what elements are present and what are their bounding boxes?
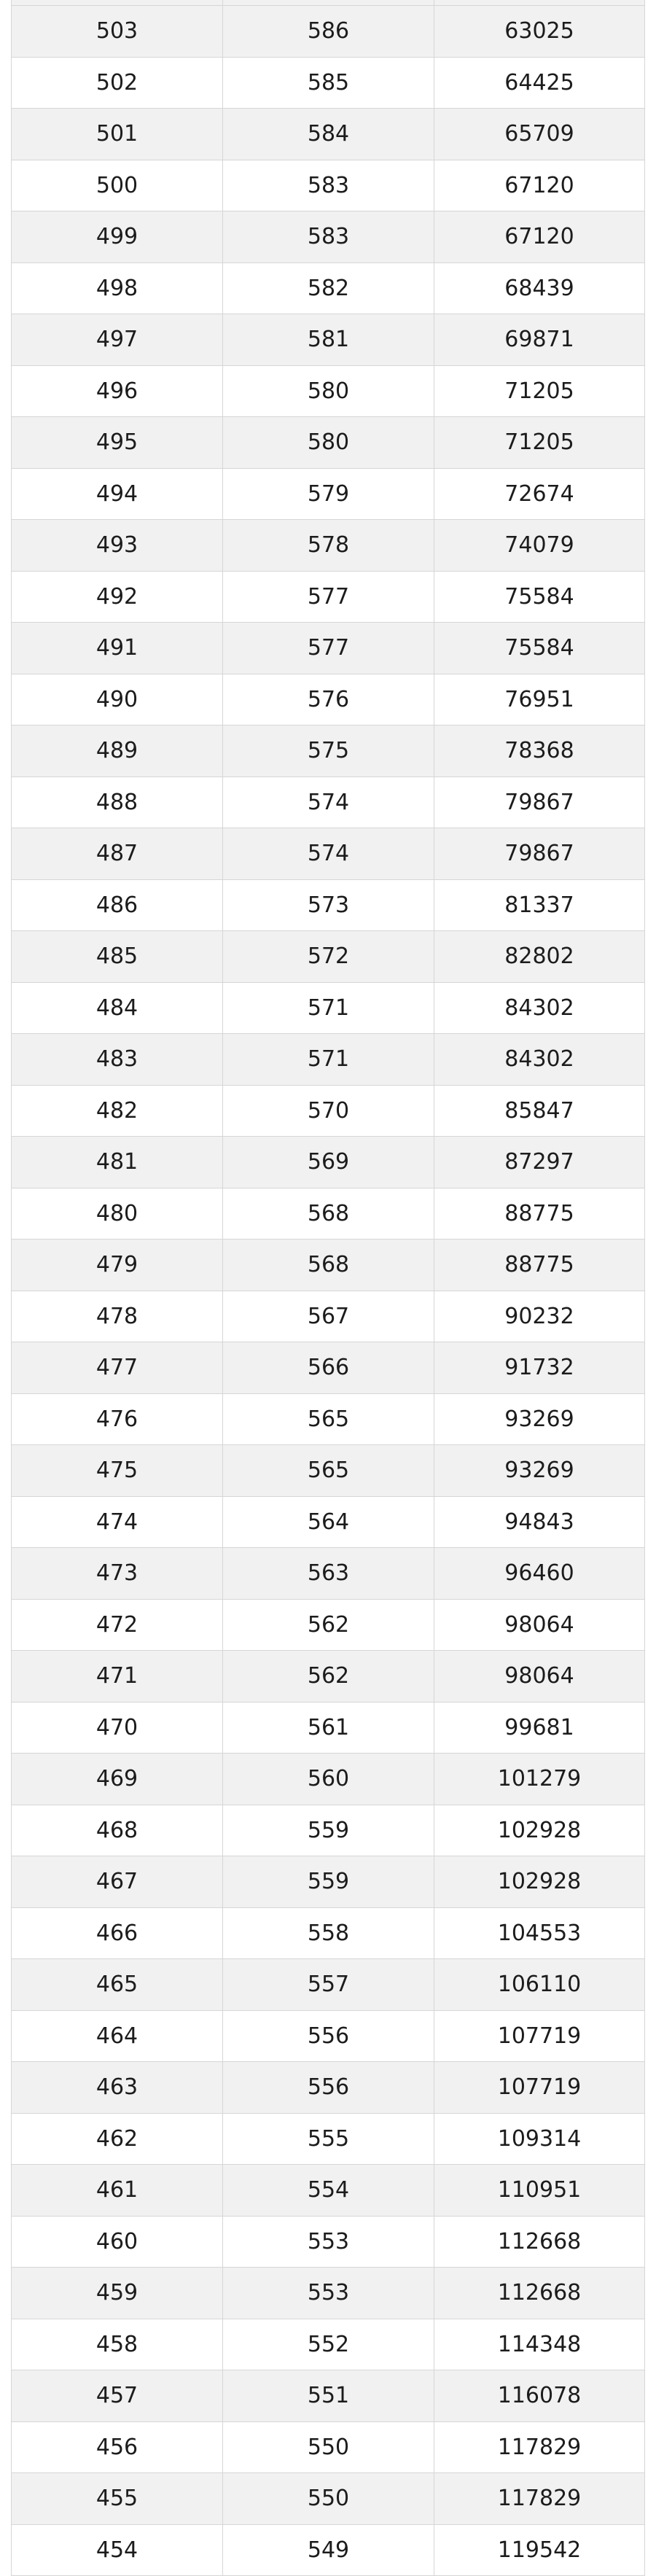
- table-top-edge: [12, 0, 644, 6]
- table-cell-col1: 473: [12, 1548, 223, 1599]
- table-cell-col3: 84302: [434, 1034, 644, 1085]
- table-cell-col3: 117829: [434, 2422, 644, 2473]
- table-cell-col2: 563: [223, 1548, 434, 1599]
- table-row: [12, 674, 644, 726]
- table-row: [12, 1754, 644, 1805]
- table-cell-col3: 68439: [434, 263, 644, 314]
- table-cell-col2: 586: [223, 6, 434, 57]
- table-cell-col1: 456: [12, 2422, 223, 2473]
- table-cell-col3: 88775: [434, 1188, 644, 1240]
- table-cell-col1: 497: [12, 314, 223, 365]
- table-cell-col1: 475: [12, 1445, 223, 1496]
- table-cell-col3: 67120: [434, 211, 644, 262]
- table-cell-col2: 585: [223, 58, 434, 109]
- table-cell-col2: 552: [223, 2319, 434, 2370]
- table-cell-col3: 102928: [434, 1805, 644, 1856]
- table-cell-col2: 571: [223, 1034, 434, 1085]
- table-cell-col2: 559: [223, 1856, 434, 1907]
- table-row: [12, 1342, 644, 1394]
- table-cell-col2: 566: [223, 1342, 434, 1393]
- table-cell-col2: 549: [223, 2525, 434, 2576]
- table-cell-col1: 480: [12, 1188, 223, 1240]
- table-cell-col2: 574: [223, 777, 434, 828]
- table-cell-col2: 562: [223, 1600, 434, 1651]
- table-row: [12, 2370, 644, 2422]
- table-cell-col3: 112668: [434, 2268, 644, 2319]
- table-cell-col3: 69871: [434, 314, 644, 365]
- table-cell-col3: 67120: [434, 160, 644, 211]
- table-cell-col1: 465: [12, 1959, 223, 2010]
- table-row: [12, 983, 644, 1035]
- table-row: [12, 469, 644, 521]
- table-cell-col3: 75584: [434, 572, 644, 623]
- table-cell-col1: 498: [12, 263, 223, 314]
- table-cell-col2: 562: [223, 1651, 434, 1702]
- table-row: [12, 1856, 644, 1908]
- table-cell-col1: 469: [12, 1754, 223, 1805]
- table-cell-col2: 561: [223, 1703, 434, 1754]
- table-cell-col2: 550: [223, 2473, 434, 2524]
- table-cell-col3: 104553: [434, 1908, 644, 1959]
- table-cell-col3: 109314: [434, 2114, 644, 2165]
- table-row: [12, 1805, 644, 1857]
- table-cell-col3: 102928: [434, 1856, 644, 1907]
- table-row: [12, 2422, 644, 2474]
- table-cell-col1: 458: [12, 2319, 223, 2370]
- table-row: [12, 880, 644, 932]
- table-cell-col3: 81337: [434, 880, 644, 931]
- table-row: [12, 263, 644, 315]
- table-cell-col1: 503: [12, 6, 223, 57]
- table-row: [12, 725, 644, 777]
- table-cell-col2: 567: [223, 1291, 434, 1342]
- table-cell-col3: 85847: [434, 1086, 644, 1137]
- table-row: [12, 1959, 644, 2011]
- table-cell-col1: 468: [12, 1805, 223, 1856]
- table-cell-col1: 496: [12, 366, 223, 417]
- table-cell-col3: 71205: [434, 366, 644, 417]
- table-body: [12, 6, 644, 2576]
- table-row: [12, 623, 644, 674]
- table-cell-col2: 576: [223, 674, 434, 725]
- table-cell-col2: 556: [223, 2062, 434, 2113]
- table-cell-col3: 82802: [434, 931, 644, 982]
- table-cell-col3: 116078: [434, 2370, 644, 2421]
- table-cell-col2: 551: [223, 2370, 434, 2421]
- table-cell-col3: 107719: [434, 2011, 644, 2062]
- table-cell-col2: 569: [223, 1137, 434, 1188]
- table-row: [12, 1497, 644, 1549]
- table-cell-col3: 117829: [434, 2473, 644, 2524]
- table-cell-col2: 553: [223, 2217, 434, 2268]
- table-cell-col1: 485: [12, 931, 223, 982]
- table-cell-col1: 486: [12, 880, 223, 931]
- table-row: [12, 1240, 644, 1291]
- table-cell-col3: 64425: [434, 58, 644, 109]
- table-row: [12, 2062, 644, 2114]
- table-cell-col3: 72674: [434, 469, 644, 520]
- table-cell-col3: 76951: [434, 674, 644, 725]
- table-cell-col3: 94843: [434, 1497, 644, 1548]
- table-cell-col1: 477: [12, 1342, 223, 1393]
- table-row: [12, 417, 644, 469]
- table-cell-col2: 560: [223, 1754, 434, 1805]
- table-row: [12, 2114, 644, 2166]
- table-cell-col3: 78368: [434, 725, 644, 777]
- table-cell-col3: 106110: [434, 1959, 644, 2010]
- table-row: [12, 1188, 644, 1240]
- table-cell-col3: 98064: [434, 1600, 644, 1651]
- table-cell-col2: 564: [223, 1497, 434, 1548]
- table-row: [12, 58, 644, 109]
- table-row: [12, 211, 644, 263]
- table-cell-col1: 491: [12, 623, 223, 674]
- table-cell-col3: 74079: [434, 520, 644, 571]
- table-cell-col1: 501: [12, 109, 223, 160]
- table-row: [12, 2473, 644, 2525]
- table-cell-col2: 556: [223, 2011, 434, 2062]
- table-cell-col2: 580: [223, 417, 434, 468]
- table-row: [12, 1651, 644, 1703]
- table-cell-col3: 93269: [434, 1445, 644, 1496]
- table-cell-col1: 492: [12, 572, 223, 623]
- table-cell-col3: 84302: [434, 983, 644, 1034]
- table-cell-col2: 573: [223, 880, 434, 931]
- table-cell-col2: 584: [223, 109, 434, 160]
- table-cell-col2: 577: [223, 572, 434, 623]
- table-row: [12, 1394, 644, 1446]
- table-cell-col3: 112668: [434, 2217, 644, 2268]
- table-row: [12, 109, 644, 160]
- table-cell-col1: 455: [12, 2473, 223, 2524]
- table-cell-col3: 99681: [434, 1703, 644, 1754]
- table-cell-col2: 554: [223, 2165, 434, 2216]
- table-cell-col1: 490: [12, 674, 223, 725]
- table-row: [12, 2525, 644, 2576]
- table-cell-col1: 474: [12, 1497, 223, 1548]
- table-cell-col2: 553: [223, 2268, 434, 2319]
- table-cell-col2: 580: [223, 366, 434, 417]
- table-cell-col1: 460: [12, 2217, 223, 2268]
- table-cell-col1: 467: [12, 1856, 223, 1907]
- table-cell-col1: 472: [12, 1600, 223, 1651]
- table-cell-col1: 470: [12, 1703, 223, 1754]
- table-cell-col3: 63025: [434, 6, 644, 57]
- table-cell-col1: 461: [12, 2165, 223, 2216]
- table-cell-col1: 495: [12, 417, 223, 468]
- table-cell-col3: 119542: [434, 2525, 644, 2576]
- table-row: [12, 366, 644, 418]
- table-cell-col2: 565: [223, 1445, 434, 1496]
- table-row: [12, 1086, 644, 1137]
- table-row: [12, 1703, 644, 1754]
- table-cell-col2: 574: [223, 828, 434, 879]
- table-cell-col3: 75584: [434, 623, 644, 674]
- table-cell-col2: 582: [223, 263, 434, 314]
- table-cell-col1: 487: [12, 828, 223, 879]
- table-cell-col3: 107719: [434, 2062, 644, 2113]
- table-cell-col2: 565: [223, 1394, 434, 1445]
- table-cell-col1: 481: [12, 1137, 223, 1188]
- table-cell-col1: 494: [12, 469, 223, 520]
- table-row: [12, 314, 644, 366]
- table-cell-col2: 571: [223, 983, 434, 1034]
- table-cell-col1: 482: [12, 1086, 223, 1137]
- table-cell-col1: 471: [12, 1651, 223, 1702]
- table-cell-col2: 577: [223, 623, 434, 674]
- table-cell-col1: 488: [12, 777, 223, 828]
- table-cell-col2: 570: [223, 1086, 434, 1137]
- table-cell-col3: 87297: [434, 1137, 644, 1188]
- table-cell-col3: 96460: [434, 1548, 644, 1599]
- table-row: [12, 828, 644, 880]
- table-cell-col3: 98064: [434, 1651, 644, 1702]
- table-row: [12, 1445, 644, 1497]
- table-cell-col3: 110951: [434, 2165, 644, 2216]
- table-row: [12, 1137, 644, 1188]
- table-cell-col1: 499: [12, 211, 223, 262]
- table-cell-col1: 476: [12, 1394, 223, 1445]
- table-cell-col3: 93269: [434, 1394, 644, 1445]
- table-cell-col3: 65709: [434, 109, 644, 160]
- table-row: [12, 160, 644, 212]
- table-cell-col1: 464: [12, 2011, 223, 2062]
- table-cell-col3: 79867: [434, 828, 644, 879]
- table-cell-col1: 483: [12, 1034, 223, 1085]
- table-row: [12, 1548, 644, 1600]
- table-row: [12, 572, 644, 623]
- table-cell-col1: 500: [12, 160, 223, 211]
- table-cell-col2: 578: [223, 520, 434, 571]
- table-cell-col3: 101279: [434, 1754, 644, 1805]
- table-cell-col2: 559: [223, 1805, 434, 1856]
- table-cell-col2: 583: [223, 211, 434, 262]
- table-row: [12, 2319, 644, 2371]
- table-cell-col2: 579: [223, 469, 434, 520]
- table-cell-col3: 88775: [434, 1240, 644, 1291]
- table-cell-col1: 478: [12, 1291, 223, 1342]
- table-cell-col1: 479: [12, 1240, 223, 1291]
- table-cell-col1: 463: [12, 2062, 223, 2113]
- table-cell-col3: 90232: [434, 1291, 644, 1342]
- table-cell-col2: 557: [223, 1959, 434, 2010]
- table-row: [12, 1908, 644, 1960]
- table-row: [12, 2268, 644, 2319]
- table-cell-col1: 466: [12, 1908, 223, 1959]
- table-cell-col1: 459: [12, 2268, 223, 2319]
- table-cell-col2: 575: [223, 725, 434, 777]
- table-cell-col1: 493: [12, 520, 223, 571]
- table-row: [12, 1600, 644, 1651]
- table-row: [12, 2011, 644, 2063]
- table-cell-col3: 114348: [434, 2319, 644, 2370]
- table-cell-col1: 454: [12, 2525, 223, 2576]
- table-cell-col3: 79867: [434, 777, 644, 828]
- table-cell-col3: 71205: [434, 417, 644, 468]
- table-cell-col2: 550: [223, 2422, 434, 2473]
- table-cell-col1: 484: [12, 983, 223, 1034]
- table-cell-col1: 457: [12, 2370, 223, 2421]
- table-row: [12, 1291, 644, 1343]
- table-cell-col1: 489: [12, 725, 223, 777]
- table-row: [12, 2165, 644, 2217]
- table-row: [12, 931, 644, 983]
- table-cell-col2: 568: [223, 1240, 434, 1291]
- table-row: [12, 6, 644, 58]
- table-row: [12, 1034, 644, 1086]
- table-cell-col2: 572: [223, 931, 434, 982]
- table-cell-col2: 568: [223, 1188, 434, 1240]
- score-rank-table: [11, 0, 645, 2576]
- table-cell-col2: 555: [223, 2114, 434, 2165]
- table-cell-col2: 558: [223, 1908, 434, 1959]
- table-row: [12, 777, 644, 829]
- table-cell-col1: 462: [12, 2114, 223, 2165]
- table-row: [12, 2217, 644, 2268]
- table-cell-col2: 583: [223, 160, 434, 211]
- table-cell-col1: 502: [12, 58, 223, 109]
- table-cell-col3: 91732: [434, 1342, 644, 1393]
- table-cell-col2: 581: [223, 314, 434, 365]
- table-row: [12, 520, 644, 572]
